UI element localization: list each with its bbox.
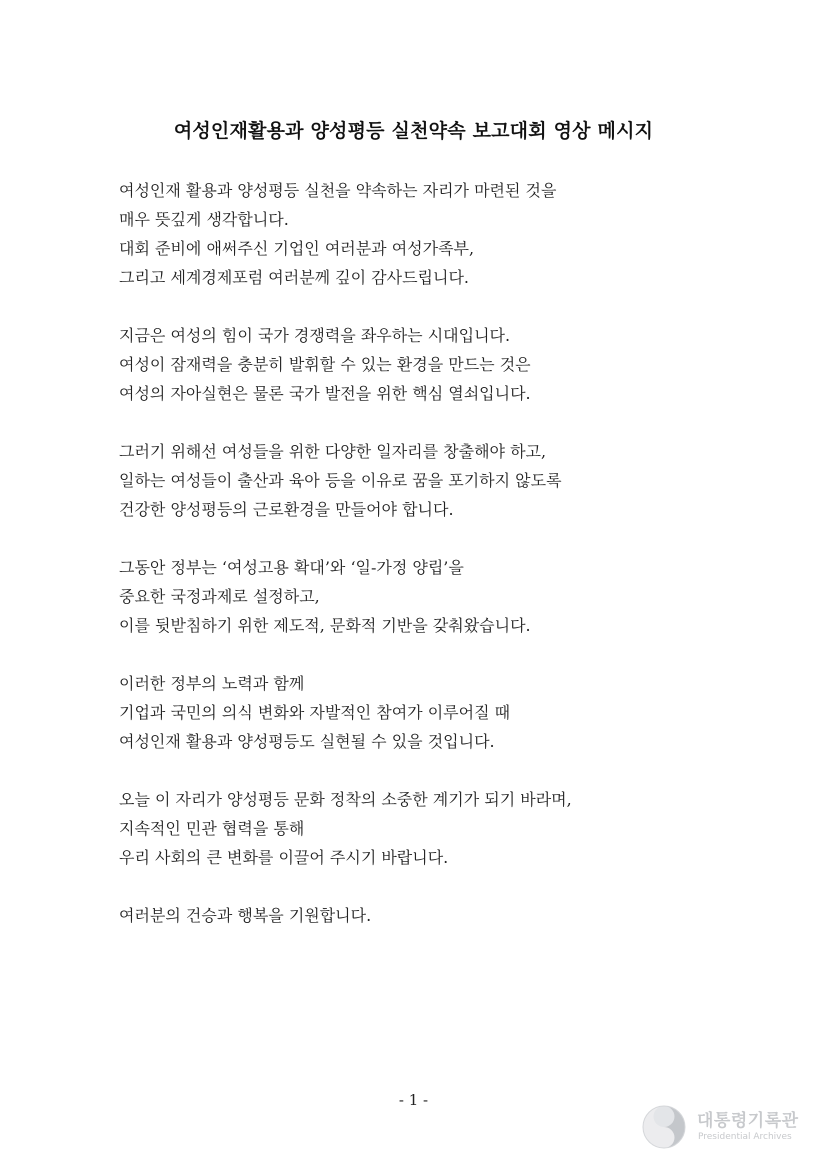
watermark-subtitle: Presidential Archives: [698, 1132, 792, 1142]
text-line: 지속적인 민관 협력을 통해: [119, 819, 305, 838]
text-line: 여성의 자아실현은 물론 국가 발전을 위한 핵심 열쇠입니다.: [119, 384, 531, 403]
document-title: 여성인재활용과 양성평등 실천약속 보고대회 영상 메시지: [173, 120, 654, 142]
paragraph-5: [119, 669, 759, 756]
text-line: 그리고 세계경제포럼 여러분께 깊이 감사드립니다.: [119, 268, 470, 287]
text-line: 기업과 국민의 의식 변화와 자발적인 참여가 이루어질 때: [119, 703, 511, 722]
taegeuk-logo-icon: [641, 1104, 687, 1150]
text-line: 매우 뜻깊게 생각합니다.: [119, 210, 289, 229]
text-line: 오늘 이 자리가 양성평등 문화 정착의 소중한 계기가 되기 바라며,: [119, 790, 572, 809]
page-number: - 1 -: [398, 1091, 429, 1109]
paragraph-3: [119, 437, 759, 524]
text-line: 여성이 잠재력을 충분히 발휘할 수 있는 환경을 만드는 것은: [119, 355, 531, 374]
text-line: 그러기 위해선 여성들을 위한 다양한 일자리를 창출해야 하고,: [119, 442, 547, 461]
archive-watermark: [641, 1102, 811, 1152]
text-line: 그동안 정부는 ‘여성고용 확대’와 ‘일-가정 양립’을: [119, 558, 464, 577]
text-line: 건강한 양성평등의 근로환경을 만들어야 합니다.: [119, 500, 454, 519]
paragraph-7: [119, 901, 759, 930]
paragraph-6: [119, 785, 759, 872]
text-line: 여성인재 활용과 양성평등도 실현될 수 있을 것입니다.: [119, 732, 495, 751]
text-line: 우리 사회의 큰 변화를 이끌어 주시기 바랍니다.: [119, 848, 449, 867]
watermark-name: 대통령기록관: [697, 1111, 799, 1131]
document-body: [119, 176, 759, 959]
text-line: 여성인재 활용과 양성평등 실천을 약속하는 자리가 마련된 것을: [119, 181, 557, 200]
text-line: 대회 준비에 애써주신 기업인 여러분과 여성가족부,: [119, 239, 475, 258]
text-line: 이를 뒷받침하기 위한 제도적, 문화적 기반을 갖춰왔습니다.: [119, 616, 531, 635]
text-line: 지금은 여성의 힘이 국가 경쟁력을 좌우하는 시대입니다.: [119, 326, 511, 345]
text-line: 이러한 정부의 노력과 함께: [119, 674, 305, 693]
text-line: 여러분의 건승과 행복을 기원합니다.: [119, 906, 372, 925]
text-line: 일하는 여성들이 출산과 육아 등을 이유로 꿈을 포기하지 않도록: [119, 471, 562, 490]
paragraph-4: [119, 553, 759, 640]
paragraph-1: [119, 176, 759, 292]
paragraph-2: [119, 321, 759, 408]
text-line: 중요한 국정과제로 설정하고,: [119, 587, 320, 606]
